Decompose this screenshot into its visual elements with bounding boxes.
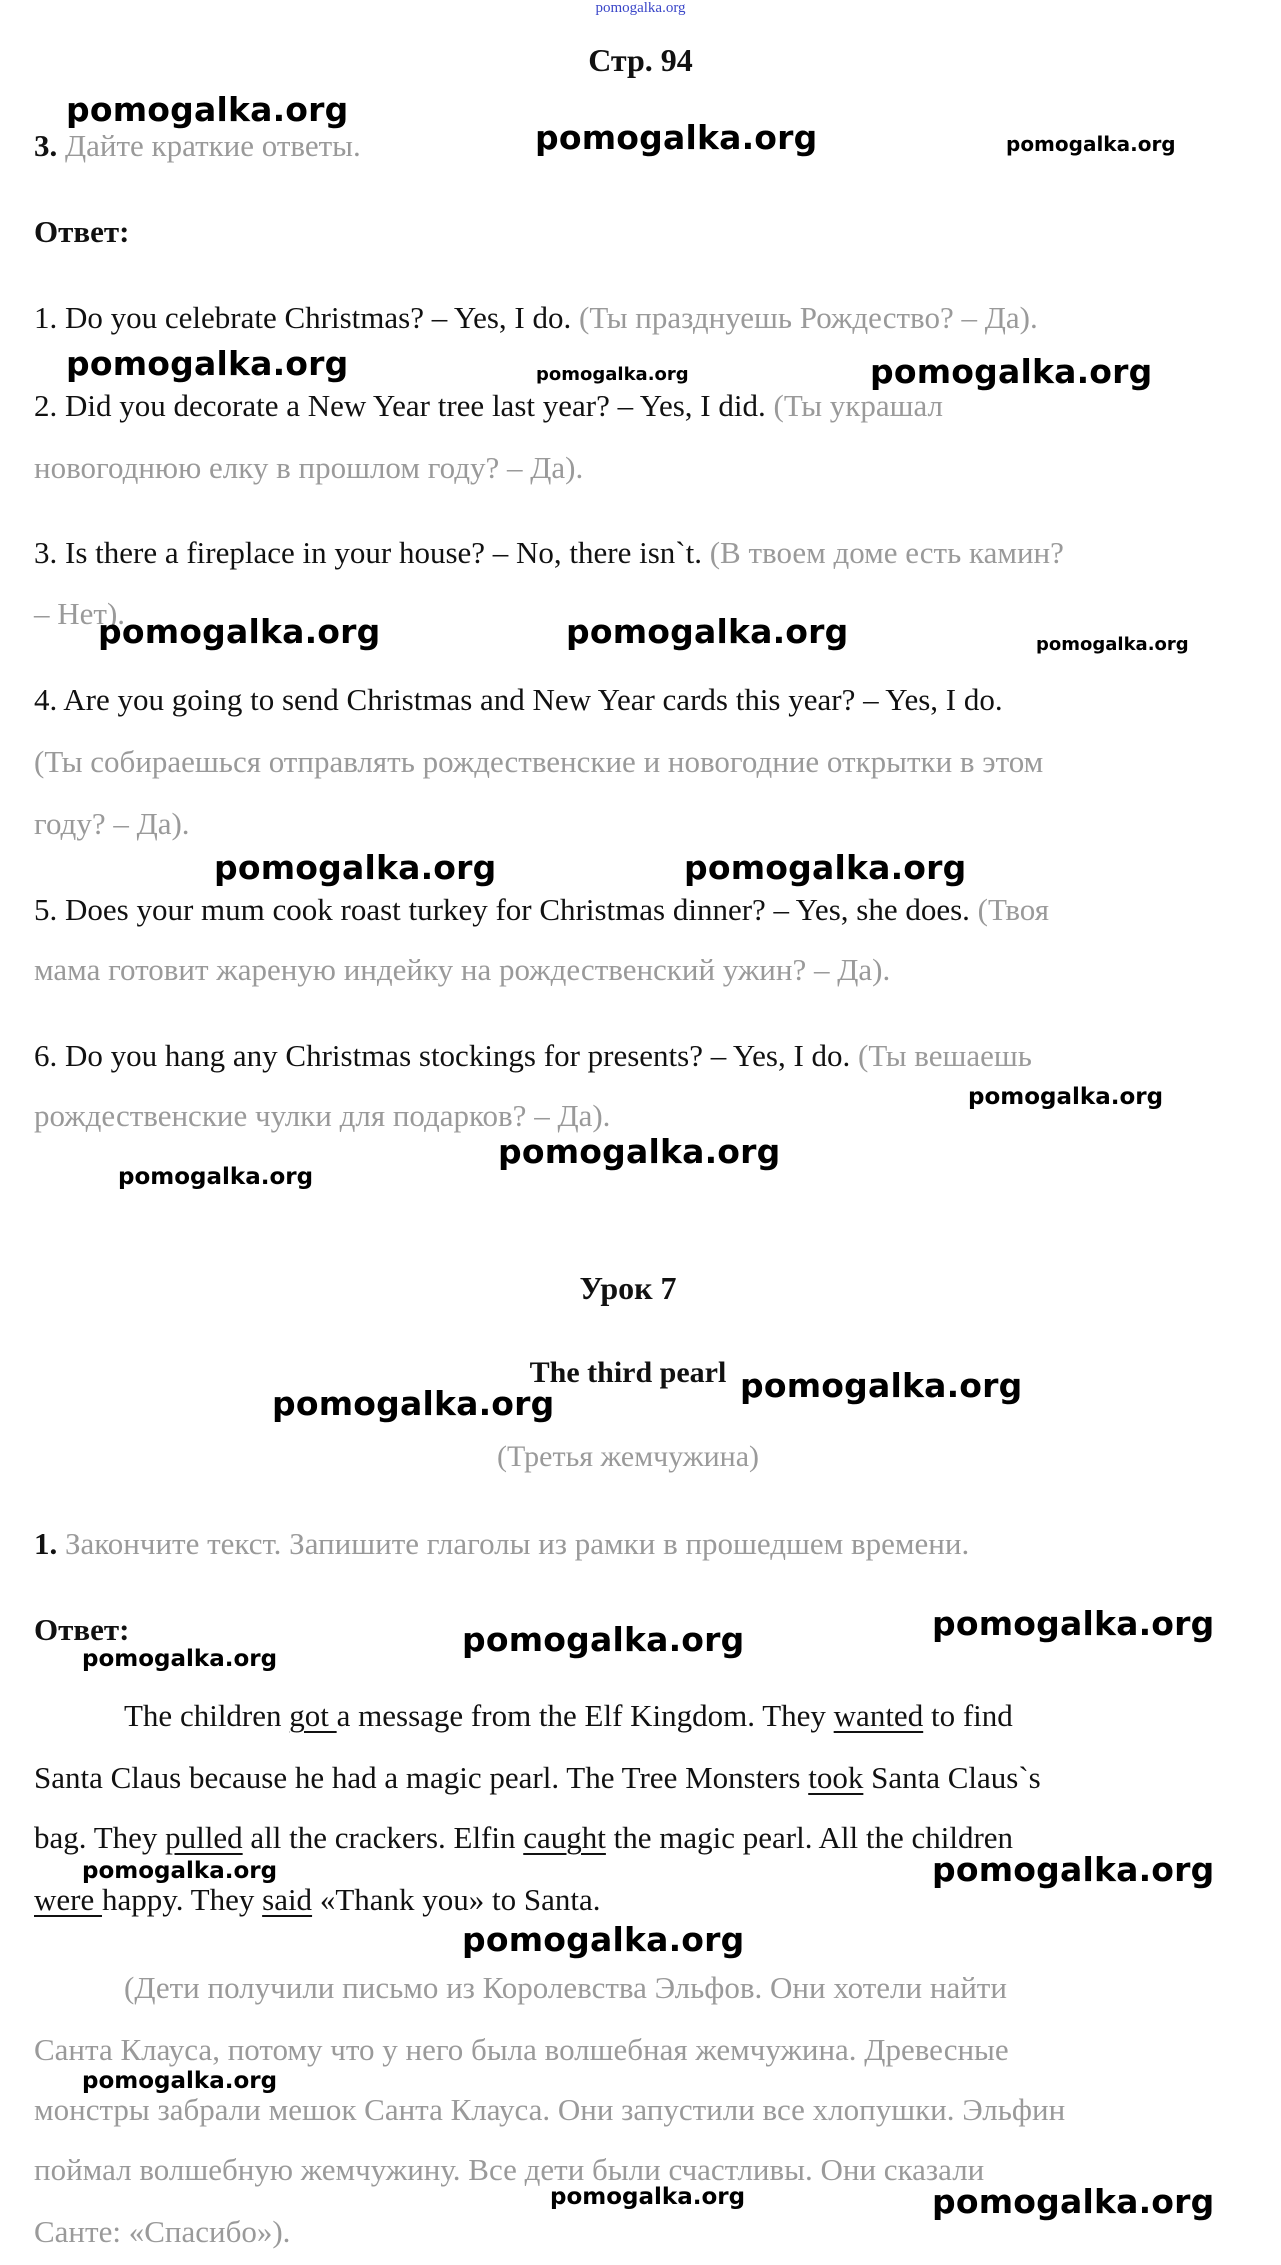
watermark: pomogalka.org xyxy=(66,344,349,383)
text-segment: all the crackers. Elfin xyxy=(242,1820,524,1855)
text-segment: The children xyxy=(124,1698,290,1733)
underlined-verb-caught: caught xyxy=(523,1820,606,1855)
watermark: pomogalka.org xyxy=(214,848,497,887)
watermark: pomogalka.org xyxy=(968,1084,1164,1110)
text-ru-line-1: (Дети получили письмо из Королевства Эльфов. Они хотели найти xyxy=(124,1970,1007,2005)
watermark: pomogalka.org xyxy=(66,90,349,129)
item-6-russian-part1: (Ты вешаешь xyxy=(858,1038,1032,1073)
text-en-line-2 xyxy=(34,1762,1041,1793)
task3-item-1 xyxy=(34,302,1038,333)
item-3-russian-part2: – Нет). xyxy=(34,596,126,631)
item-4-english: 4. Are you going to send Christmas and New Year cards this year? – Yes, I do. xyxy=(34,682,1003,717)
watermark: pomogalka.org xyxy=(740,1366,1023,1405)
item-5-english: 5. Does your mum cook roast turkey for Christmas dinner? – Yes, she does. xyxy=(34,892,970,927)
text-en-line-4 xyxy=(34,1884,601,1915)
task3-item-6 xyxy=(34,1040,1032,1071)
task1-heading xyxy=(34,1528,969,1559)
text-segment: Santa Claus`s xyxy=(863,1760,1041,1795)
text-ru-line-5: Санте: «Спасибо»). xyxy=(34,2214,291,2249)
item-2-english: 2. Did you decorate a New Year tree last year? – Yes, I did. xyxy=(34,388,766,423)
underlined-verb-got: got xyxy=(289,1698,337,1733)
text-en-line-3 xyxy=(34,1822,1013,1853)
task3-instruction: Дайте краткие ответы. xyxy=(65,128,361,163)
item-1-russian: (Ты празднуешь Рождество? – Да). xyxy=(579,300,1038,335)
item-4-russian-part1: (Ты собираешься отправлять рождественские и новогодние открытки в этом xyxy=(34,744,1044,779)
watermark: pomogalka.org xyxy=(1036,634,1189,655)
text-en-line-1 xyxy=(124,1700,1013,1731)
lesson-subtitle-translation: (Третья жемчужина) xyxy=(496,1440,760,1473)
task1-instruction: Закончите текст. Запишите глаголы из рамки в прошедшем времени. xyxy=(65,1526,970,1561)
underlined-verb-said: said xyxy=(262,1882,313,1917)
watermark: pomogalka.org xyxy=(82,1858,278,1884)
text-segment: happy. They xyxy=(101,1882,263,1917)
watermark: pomogalka.org xyxy=(684,848,967,887)
underlined-verb-wanted: wanted xyxy=(833,1698,924,1733)
watermark: pomogalka.org xyxy=(1006,132,1176,156)
task1-number: 1. xyxy=(34,1526,58,1561)
item-2-russian-part2: новогоднюю елку в прошлом году? – Да). xyxy=(34,450,584,485)
watermark: pomogalka.org xyxy=(932,2182,1215,2221)
lesson-title: Урок 7 xyxy=(579,1270,677,1306)
item-3-russian-part1: (В твоем доме есть камин? xyxy=(709,535,1064,570)
watermark: pomogalka.org xyxy=(462,1920,745,1959)
page-title: Стр. 94 xyxy=(588,42,693,78)
watermark: pomogalka.org xyxy=(272,1384,555,1423)
item-1-english: 1. Do you celebrate Christmas? – Yes, I do. xyxy=(34,300,572,335)
watermark: pomogalka.org xyxy=(82,1646,278,1672)
item-6-english: 6. Do you hang any Christmas stockings for presents? – Yes, I do. xyxy=(34,1038,851,1073)
watermark: pomogalka.org xyxy=(566,612,849,651)
watermark: pomogalka.org xyxy=(462,1620,745,1659)
watermark: pomogalka.org xyxy=(536,364,689,385)
item-3-english: 3. Is there a fireplace in your house? – No, there isn`t. xyxy=(34,535,702,570)
text-ru-line-4: поймал волшебную жемчужину. Все дети были счастливы. Они сказали xyxy=(34,2152,985,2187)
watermark: pomogalka.org xyxy=(932,1850,1215,1889)
task3-heading xyxy=(34,130,361,161)
task3-item-5 xyxy=(34,894,1049,925)
underlined-verb-were: were xyxy=(34,1882,102,1917)
watermark: pomogalka.org xyxy=(82,2068,278,2094)
text-segment: a message from the Elf Kingdom. They xyxy=(336,1698,834,1733)
watermark: pomogalka.org xyxy=(535,118,818,157)
item-2-russian-part1: (Ты украшал xyxy=(773,388,943,423)
watermark: pomogalka.org xyxy=(98,612,381,651)
watermark: pomogalka.org xyxy=(498,1132,781,1171)
watermark: pomogalka.org xyxy=(118,1164,314,1190)
text-segment: to find xyxy=(923,1698,1013,1733)
underlined-verb-took: took xyxy=(808,1760,864,1795)
task1-answer-label: Ответ: xyxy=(34,1612,130,1647)
text-segment: «Thank you» to Santa. xyxy=(312,1882,601,1917)
watermark: pomogalka.org xyxy=(550,2184,746,2210)
text-ru-line-2: Санта Клауса, потому что у него была волшебная жемчужина. Древесные xyxy=(34,2032,1009,2067)
task3-answer-label: Ответ: xyxy=(34,214,130,249)
item-5-russian-part1: (Твоя xyxy=(977,892,1049,927)
top-watermark: pomogalka.org xyxy=(595,0,686,16)
task3-item-2 xyxy=(34,390,943,421)
text-segment: the magic pearl. All the children xyxy=(605,1820,1014,1855)
watermark: pomogalka.org xyxy=(932,1604,1215,1643)
task3-number: 3. xyxy=(34,128,58,163)
item-5-russian-part2: мама готовит жареную индейку на рождественский ужин? – Да). xyxy=(34,952,891,987)
task3-item-3 xyxy=(34,537,1064,568)
item-6-russian-part2: рождественские чулки для подарков? – Да). xyxy=(34,1098,611,1133)
text-segment: Santa Claus because he had a magic pearl. The Tree Monsters xyxy=(34,1760,809,1795)
lesson-subtitle: The third pearl xyxy=(529,1356,727,1389)
text-ru-line-3: монстры забрали мешок Санта Клауса. Они запустили все хлопушки. Эльфин xyxy=(34,2092,1066,2127)
text-segment: bag. They xyxy=(34,1820,166,1855)
item-4-russian-part2: году? – Да). xyxy=(34,806,190,841)
watermark: pomogalka.org xyxy=(870,352,1153,391)
underlined-verb-pulled: pulled xyxy=(165,1820,243,1855)
